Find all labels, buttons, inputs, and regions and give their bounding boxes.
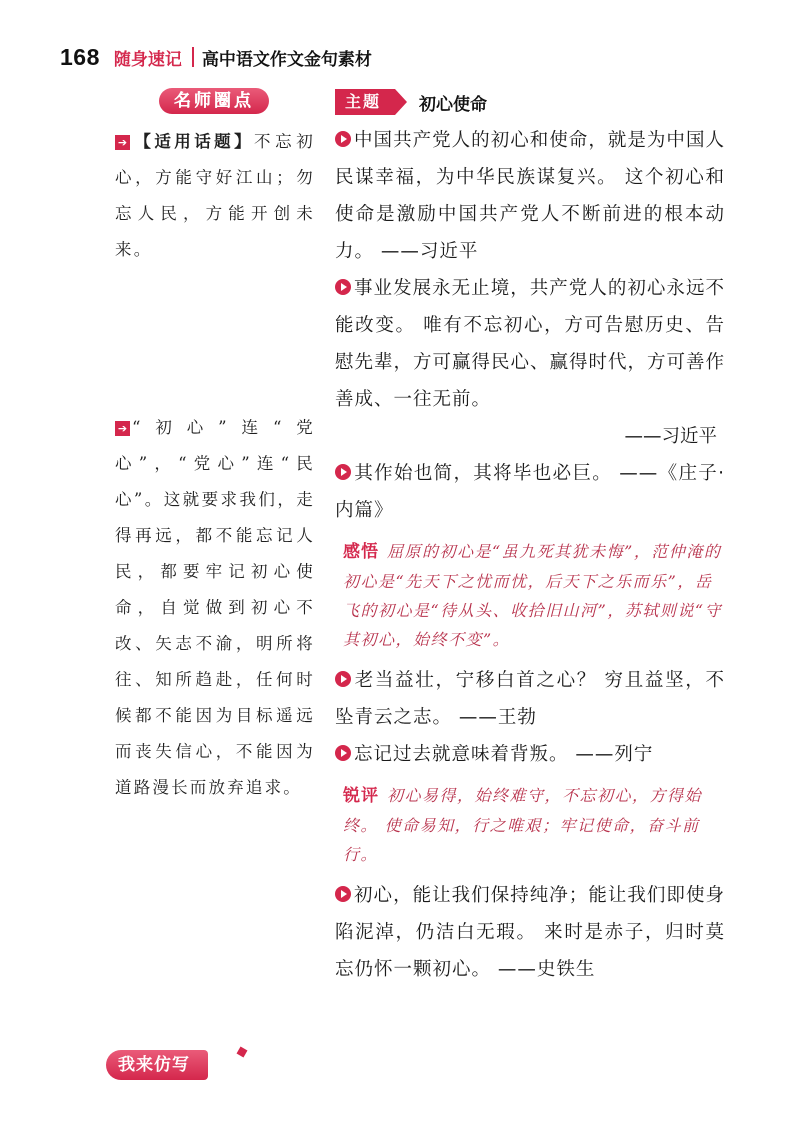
play-bullet-icon <box>335 886 351 902</box>
topic-note <box>115 124 315 268</box>
quote-item <box>335 270 725 418</box>
page-number: 168 <box>60 43 100 70</box>
play-bullet-icon <box>335 279 351 295</box>
quote-text: 初心，能让我们保持纯净；能让我们即使身陷泥淖，仍洁白无瑕。 来时是赤子，归时莫忘仍怀一颗初心。 ——史铁生 <box>335 885 725 980</box>
insight-note <box>343 537 725 654</box>
teacher-notes-column <box>115 88 315 797</box>
quote-text: 事业发展永无止境，共产党人的初心永远不能改变。 唯有不忘初心，方可告慰历史、告慰先辈，方可赢得民心、赢得时代，方可善作善成、一往无前。 <box>335 278 726 410</box>
topic-text: 不忘初心，方能守好江山；勿忘人民，方能开创未来。 <box>115 132 315 259</box>
comment-text: 初心易得，始终难守，不忘初心，方得始终。 使命易知，行之唯艰；牢记使命，奋斗前行。 <box>343 786 703 864</box>
play-bullet-icon <box>335 131 351 147</box>
theme-title: 初心使命 <box>419 94 488 115</box>
arrow-icon: ➔ <box>115 421 130 436</box>
quote-attribution: ——习近平 <box>624 426 717 447</box>
comment-tag: 锐评 <box>343 786 379 806</box>
insight-tag: 感悟 <box>343 542 379 562</box>
book-title: 高中语文作文金句素材 <box>201 49 372 70</box>
quote-item <box>335 122 725 270</box>
quote-item <box>335 877 725 988</box>
theme-tag: 主题 <box>335 89 395 115</box>
series-title: 随身速记 <box>113 49 182 70</box>
quote-item <box>335 662 725 736</box>
quote-item <box>335 736 725 773</box>
imitation-writing-tag: 我来仿写 <box>106 1050 208 1080</box>
arrow-icon: ➔ <box>115 135 130 150</box>
topic-label: 【适用话题】 <box>132 132 255 151</box>
decorative-mark <box>237 1047 248 1058</box>
play-bullet-icon <box>335 464 351 480</box>
commentary-note <box>115 410 315 806</box>
comment-note <box>343 781 725 869</box>
quote-text: 其作始也简，其将毕也必巨。 ——《庄子·内篇》 <box>335 463 725 521</box>
insight-text: 屈原的初心是“虽九死其犹未悔”，范仲淹的初心是“先天下之忧而忧，后天下之乐而乐”，岳飞的初心是“待从头、收拾旧山河”，苏轼则说“守其初心，始终不变”。 <box>343 542 723 649</box>
quotes-column <box>335 88 725 988</box>
quote-text: 忘记过去就意味着背叛。 ——列宁 <box>354 744 654 765</box>
play-bullet-icon <box>335 671 351 687</box>
quote-item <box>335 455 725 529</box>
page-header <box>60 40 372 74</box>
theme-header <box>335 88 725 116</box>
quote-text: 中国共产党人的初心和使命，就是为中国人民谋幸福，为中华民族谋复兴。 这个初心和使命是激励中国共产党人不断前进的根本动力。 ——习近平 <box>335 130 725 262</box>
play-bullet-icon <box>335 745 351 761</box>
commentary-text: “初心”连“党心”，“党心”连“民心”。这就要求我们，走得再远，都不能忘记人民，都要牢记初心使命，自觉做到初心不改、矢志不渝，明所将往、知所趋赴，任何时候都不能因为目标遥远而丧失信心，不能因为道路漫长而放弃追求。 <box>115 418 315 797</box>
quote-text: 老当益壮，宁移白首之心？ 穷且益坚，不坠青云之志。 ——王勃 <box>335 670 725 728</box>
teacher-notes-tag: 名师圈点 <box>159 88 269 114</box>
header-divider <box>192 47 194 67</box>
